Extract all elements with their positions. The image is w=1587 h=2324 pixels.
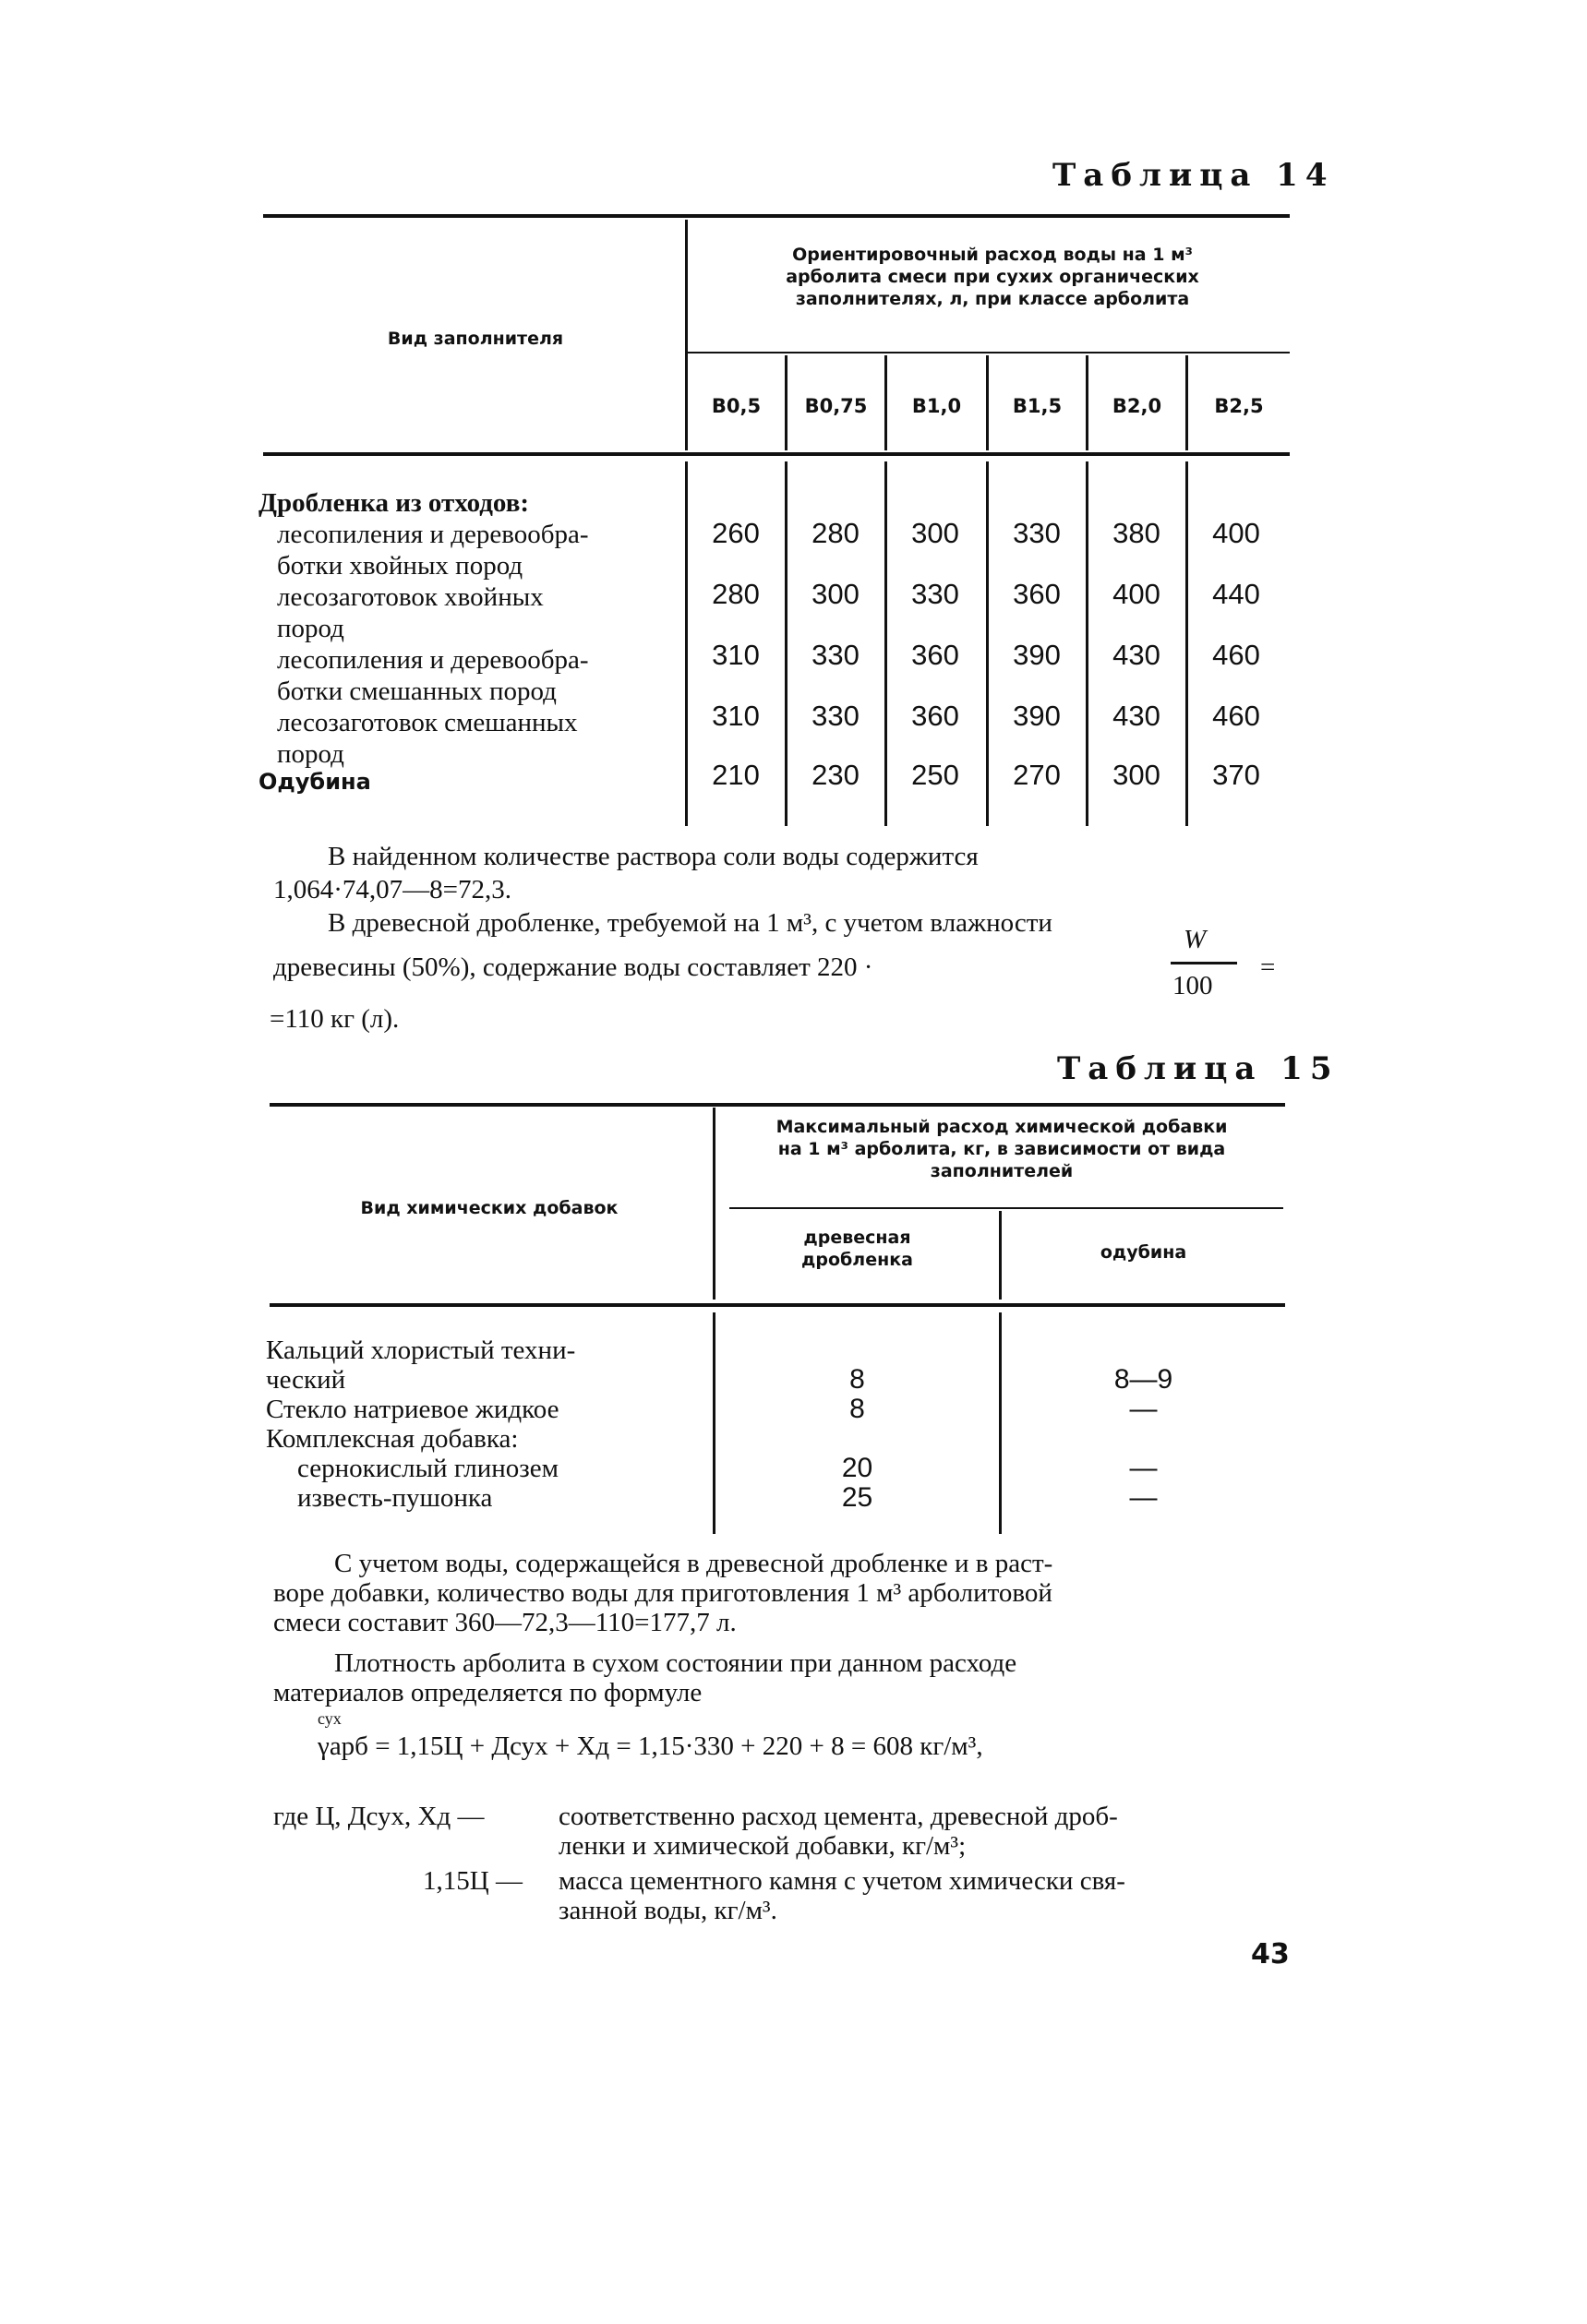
subheader-line: древесная [803,1228,911,1248]
row-label: лесопиления и деревообра- [277,645,589,675]
paragraph-line: В древесной дробленке, требуемой на 1 м³, с учетом влажности [328,908,1052,938]
class-header: В0,75 [804,395,868,417]
where-text: занной воды, кг/м³. [559,1896,777,1925]
group-header-line: Максимальный расход химической добавки [775,1117,1228,1137]
formula: γарб = 1,15Ц + Дсух + Хд = 1,15·330 + 220 + 8 = 608 кг/м³, [318,1731,983,1761]
row-label: ческий [266,1365,346,1395]
header-bottom-rule [270,1303,1285,1307]
group-header-line: на 1 м³ арболита, кг, в зависимости от вида [777,1138,1226,1159]
cell: 330 [812,700,860,732]
row-label: ботки смешанных пород [277,677,557,706]
cell: 310 [712,639,760,671]
paragraph-line: С учетом воды, содержащейся в древесной дробленке и в раст- [334,1549,1053,1578]
row-label: сернокислый глинозем [297,1454,559,1483]
where-text: ленки и химической добавки, кг/м³; [559,1831,967,1861]
fraction-numerator: W [1184,925,1207,954]
row-label: Одубина [258,769,371,795]
row-label: пород [277,739,344,769]
cell: 300 [812,578,860,610]
cell: 360 [1013,578,1061,610]
cell: 430 [1112,700,1160,732]
cell: 280 [812,517,860,549]
cell: 230 [812,759,860,791]
paragraph-line: смеси составит 360—72,3—110=177,7 л. [273,1608,737,1637]
class-header: В0,5 [711,395,762,417]
cell: 8 [849,1394,865,1424]
col-header-additives: Вид химических добавок [360,1198,619,1218]
header-bottom-rule [263,452,1290,456]
cell: 25 [841,1482,873,1513]
cell: — [1129,1394,1158,1424]
where-label: 1,15Ц — [423,1866,523,1896]
row-label-word: лесозаготовок хвойных [277,582,544,612]
row-label: Стекло натриевое жидкое [266,1395,559,1424]
cell: 330 [812,639,860,671]
row-label: ботки хвойных пород [277,551,523,581]
header-divider [729,1207,1283,1209]
paragraph-line: 1,064·74,07—8=72,3. [273,875,512,904]
cell: 460 [1212,700,1260,732]
col-header-filler: Вид заполнителя [387,329,564,349]
class-header: В1,0 [911,395,962,417]
paragraph-line: =110 кг (л). [270,1004,400,1034]
class-header: В2,5 [1214,395,1264,417]
cell: 8 [849,1364,865,1395]
cell: 260 [712,517,760,549]
class-header: В1,5 [1012,395,1063,417]
cell: 330 [911,578,959,610]
group-header-line: Ориентировочный расход воды на 1 м³ [792,245,1193,265]
cell: 250 [911,759,959,791]
cell: 440 [1212,578,1260,610]
cell: 210 [712,759,760,791]
cell: 8—9 [1113,1364,1173,1395]
page-number: 43 [1251,1938,1290,1971]
cell: 430 [1112,639,1160,671]
paragraph-line: материалов определяется по формуле [273,1678,703,1707]
group-header-line: заполнителях, л, при классе арболита [795,288,1190,309]
header-divider [688,352,1290,353]
cell: 370 [1212,759,1260,791]
row-label-word: Кальций хлористый техни- [266,1336,576,1365]
cell: — [1129,1482,1158,1513]
cell: 360 [911,700,959,732]
group-header [702,245,1283,310]
row-label: известь-пушонка [297,1483,493,1513]
row-label: Комплексная добавка: [266,1424,519,1454]
cell: 300 [911,517,959,549]
cell: 270 [1013,759,1061,791]
cell: 280 [712,578,760,610]
cell: 400 [1112,578,1160,610]
cell: 460 [1212,639,1260,671]
table-top-rule [263,214,1290,218]
class-header: В2,0 [1112,395,1162,417]
cell: 20 [841,1453,873,1483]
subheader-line: дробленка [801,1249,913,1270]
where-text: масса цементного камня с учетом химически свя- [559,1866,1125,1896]
row-label-line [266,1335,681,1366]
paragraph-line: древесины (50%), содержание воды составляет 220 · [273,952,873,982]
paragraph-line: Плотность арболита в сухом состоянии при данном расходе [334,1648,1017,1678]
subheader-odubina: одубина [1100,1242,1187,1263]
cell: 400 [1212,517,1260,549]
group-label: Дробленка из отходов: [258,488,530,518]
cell: — [1129,1453,1158,1483]
group-header-line: заполнителей [930,1160,1074,1181]
cell: 310 [712,700,760,732]
cell: 380 [1112,517,1160,549]
row-label [277,581,672,613]
cell: 390 [1013,639,1061,671]
row-label: лесопиления и деревообра- [277,520,589,549]
cell: 390 [1013,700,1061,732]
row-label [266,1335,681,1366]
cell: 360 [911,639,959,671]
paragraph-line: воре добавки, количество воды для приготовления 1 м³ арболитовой [273,1578,1052,1608]
table-14-caption: Таблица 14 [1052,157,1335,194]
table-15-caption: Таблица 15 [1057,1050,1340,1087]
fraction-bar [1171,962,1237,964]
where-text: соответственно расход цемента, древесной дроб- [559,1802,1118,1831]
subheader-wood [715,1228,999,1272]
row-label: лесозаготовок смешанных [277,708,578,737]
cell: 330 [1013,517,1061,549]
table-top-rule [270,1103,1285,1107]
paragraph-line: В найденном количестве раствора соли воды содержится [328,842,979,871]
cell: 300 [1112,759,1160,791]
group-header [720,1117,1283,1182]
group-header-line: арболита смеси при сухих органических [786,266,1199,287]
row-label: пород [277,614,344,643]
fraction-denominator: 100 [1172,971,1213,1000]
where-label: где Ц, Дсух, Хд — [273,1802,485,1831]
equals-sign: = [1260,952,1276,982]
formula-superscript: сух [318,1709,342,1728]
